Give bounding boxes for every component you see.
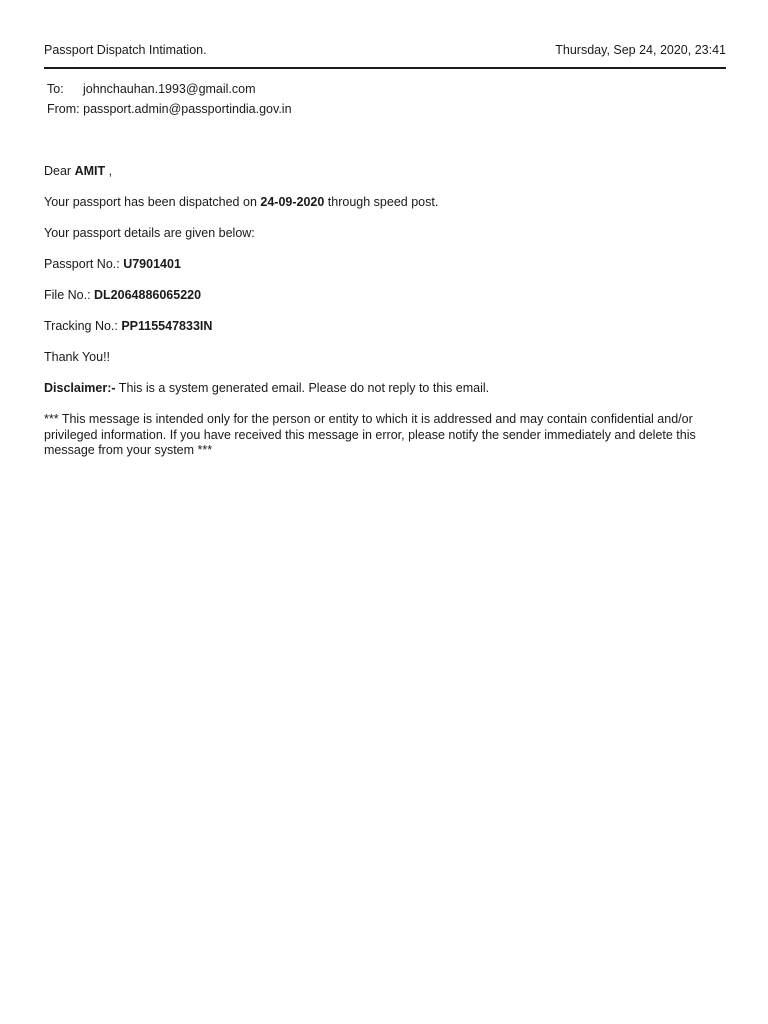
disclaimer-label: Disclaimer:- xyxy=(44,381,116,395)
email-datetime: Thursday, Sep 24, 2020, 23:41 xyxy=(555,43,726,57)
confidentiality-notice: *** This message is intended only for the person or entity to which it is addressed and may contain confidential and/or privileged information. If you have received this message in error, please notify the sender immediately and delete this message from your system *** xyxy=(44,412,696,457)
passport-number: U7901401 xyxy=(123,257,181,271)
email-meta xyxy=(47,79,292,119)
tracking-label: Tracking No.: xyxy=(44,319,122,333)
to-row xyxy=(47,79,292,99)
details-intro: Your passport details are given below: xyxy=(44,226,255,240)
to-label: To: xyxy=(47,82,64,96)
greeting xyxy=(44,164,726,180)
email-body xyxy=(44,164,726,474)
file-label: File No.: xyxy=(44,288,95,302)
dispatch-suffix: through speed post. xyxy=(324,195,439,209)
from-row xyxy=(47,99,292,119)
disclaimer-line xyxy=(44,381,726,397)
greeting-suffix: , xyxy=(105,164,113,178)
from-label: From: xyxy=(47,102,80,116)
dispatch-date: 24-09-2020 xyxy=(260,195,325,209)
to-address: johnchauhan.1993@gmail.com xyxy=(83,82,256,96)
dispatch-prefix: Your passport has been dispatched on xyxy=(44,195,261,209)
greeting-prefix: Dear xyxy=(44,164,75,178)
email-header xyxy=(44,43,726,61)
email-subject: Passport Dispatch Intimation. xyxy=(44,43,207,57)
file-number: DL2064886065220 xyxy=(94,288,202,302)
disclaimer-text: This is a system generated email. Please do not reply to this email. xyxy=(115,381,490,395)
from-address: passport.admin@passportindia.gov.in xyxy=(83,102,292,116)
passport-label: Passport No.: xyxy=(44,257,124,271)
tracking-number-line xyxy=(44,319,726,335)
recipient-name: AMIT xyxy=(74,164,106,178)
dispatch-line xyxy=(44,195,726,211)
tracking-number: PP115547833IN xyxy=(121,319,213,333)
passport-number-line xyxy=(44,257,726,273)
header-divider xyxy=(44,67,726,69)
file-number-line xyxy=(44,288,726,304)
thanks-line: Thank You!! xyxy=(44,350,111,364)
